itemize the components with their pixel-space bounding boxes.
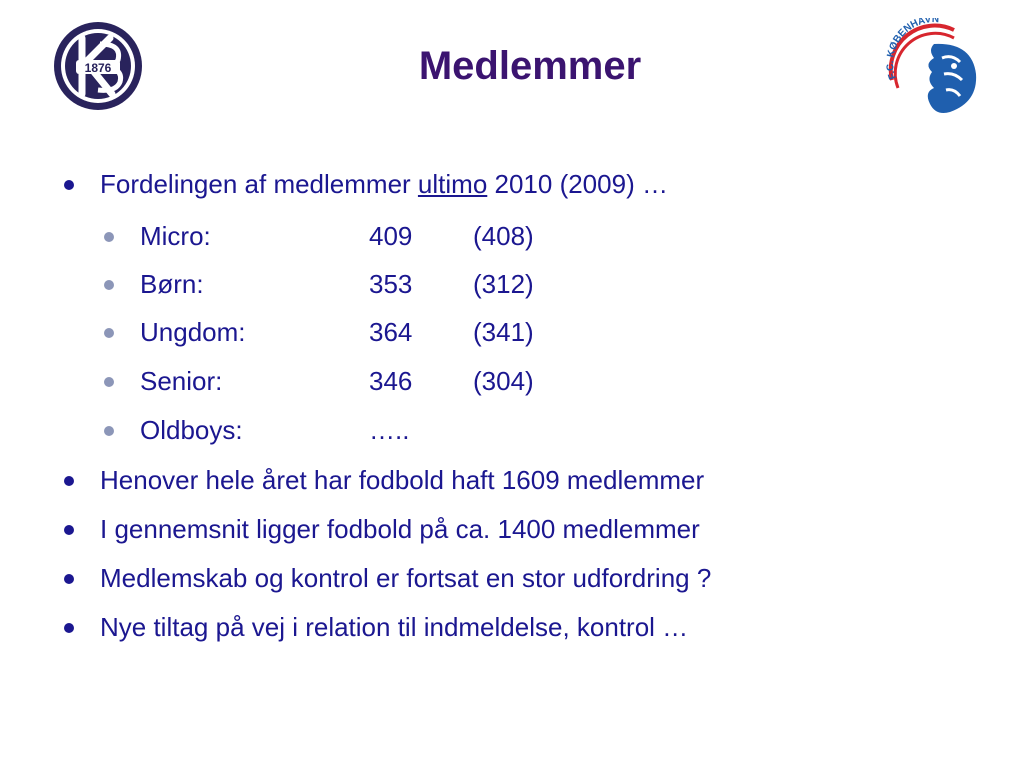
slide-title: Medlemmer	[418, 44, 642, 88]
bullet-membership-challenge	[100, 563, 711, 594]
fck-club-logo	[884, 18, 984, 118]
category-label: Micro:	[140, 221, 211, 251]
bullet-new-initiatives	[100, 612, 688, 643]
previous-count: (312)	[473, 269, 534, 299]
category-label: Senior:	[140, 366, 223, 396]
bullet-text: Fordelingen af medlemmer	[100, 169, 418, 199]
sub-bullet-dot-icon	[104, 280, 114, 290]
bullet-underlined-text: ultimo	[417, 169, 488, 199]
member-count: 346	[369, 366, 413, 396]
bullet-text: Medlemskab og kontrol er fortsat en stor udfordring ?	[100, 563, 712, 593]
sub-bullet-dot-icon	[104, 377, 114, 387]
previous-count: (341)	[473, 317, 534, 347]
bullet-dot-icon	[64, 623, 74, 633]
member-count: …..	[369, 415, 410, 445]
bullet-average-members	[100, 514, 700, 545]
bullet-dot-icon	[64, 180, 74, 190]
sub-bullet-dot-icon	[104, 328, 114, 338]
previous-count: (408)	[473, 221, 534, 251]
category-label: Oldboys:	[140, 415, 243, 445]
bullet-text: 2010 (2009) …	[487, 169, 668, 199]
bullet-member-distribution	[100, 169, 668, 200]
sub-bullet-dot-icon	[104, 232, 114, 242]
bullet-text: Nye tiltag på vej i relation til indmeldelse, kontrol …	[100, 612, 689, 642]
bullet-text: Henover hele året har fodbold haft 1609 medlemmer	[100, 465, 705, 495]
bullet-dot-icon	[64, 476, 74, 486]
category-label: Ungdom:	[140, 317, 246, 347]
member-count: 364	[369, 317, 413, 347]
sub-bullet-dot-icon	[104, 426, 114, 436]
bullet-dot-icon	[64, 525, 74, 535]
bullet-text: I gennemsnit ligger fodbold på ca. 1400 medlemmer	[100, 514, 700, 544]
fck-lion-crest-icon	[884, 18, 984, 118]
svg-text:1876: 1876	[84, 61, 112, 75]
bullet-total-members	[100, 465, 704, 496]
category-label: Børn:	[140, 269, 204, 299]
svg-text:F.C. KØBENHAVN: F.C. KØBENHAVN	[885, 18, 940, 81]
member-count: 409	[369, 221, 413, 251]
member-count: 353	[369, 269, 413, 299]
bullet-dot-icon	[64, 574, 74, 584]
previous-count: (304)	[473, 366, 534, 396]
